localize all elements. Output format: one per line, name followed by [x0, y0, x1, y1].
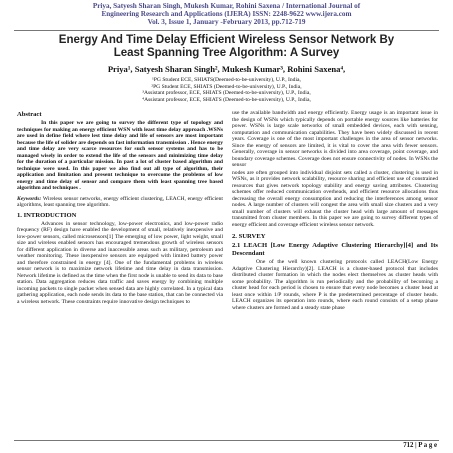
abstract-body: In this paper we are going to survey the different type of topology and techniques for making an energy efficient WSN with least time delay approach .WSNs are used in define field where lest time delay and life of sensors are most important because the life of solider are depends on fast information transmission . Hence energy and time delay are very scarce resources for such sensor systems and has to be managed wisely in order to extend the life of the sensors and minimizing time delay for the duration of a particular mission. In past a lot of cluster based algorithm and technique were used. In this paper we also find out all type of algorithm, their application and limitation and present technique to overcome the problems of low energy and time delay of sensor and compare them with least spanning tree based algorithm and techniques . — [17, 120, 223, 191]
header-divider — [14, 30, 439, 31]
left-column — [17, 108, 223, 438]
leach-heading: 2.1 LEACH [Low Energy Adaptive Clustering Hierarchy][4] and Its Descendant — [232, 242, 438, 257]
keywords-label: Keywords: — [17, 195, 42, 202]
affiliation-2: ²PG Student ECE, SHIATS (Deemed-to-be-university), U.P., India, — [151, 83, 302, 90]
introduction-heading: 1. INTRODUCTION — [17, 211, 77, 219]
paper-title-line-1: Energy And Time Delay Efficient Wireless Sensor Network By — [58, 34, 395, 46]
keywords-paragraph — [17, 196, 223, 209]
keywords-text: Wireless sensor networks, energy efficient clustering, LEACH, energy efficient algorithms, least spanning tree algorithm. — [17, 195, 223, 208]
affiliation-3: ³Assistant professor, ECE, SHIATS (Deemed-to-be-university), U.P., India, — [142, 90, 311, 97]
leach-paragraph: One of the well known clustering protocols called LEACH(Low Energy Adaptive Clustering Hierarchy)[2]. LEACH is a cluster-based protocol that includes distributed cluster formation in which the nodes elect themselves as cluster heads with some probability. The algorithm is run periodically and the probability of becoming a cluster head for each period is chosen to ensure that every node becomes a cluster head at least once within 1/P rounds, where P is the predetermined percentage of cluster heads. LEACH organizes its operation into rounds, where each round consists of a setup phase where clusters are formed and a steady state phase — [232, 259, 438, 311]
abstract-heading: Abstract — [17, 111, 42, 118]
survey-heading: 2. SURVEY — [232, 233, 266, 240]
journal-header-line-1: Priya, Satyesh Sharan Singh, Mukesh Kumar, Rohini Saxena / International Journal of — [92, 2, 361, 10]
introduction-paragraph-1: Advances in sensor technology, low-power electronics, and low-power radio frequency (RF) design have enabled the development of small, relatively inexpensive and low-power sensors, called microsensors[1] The emerging of low power, light weight, small size and wireless enabled sensors has encouraged tremendous growth of wireless sensors for different application in diverse and inaccessible areas such as military, petroleum and weather monitoring. These inexpensive sensors are equipped with limited battery power and therefore constrained in energy [4]. One of the fundamental problems in wireless sensor network is to maximize network lifetime and time delay in data transmission. Network lifetime is defined as the time when the first node is unable to send its data to base station. Data aggregation reduces data traffic and saves energy by combining multiple incoming packets to single packet when sensed data are highly correlated. In a typical data gathering application, each node sends its data to the base station, that can be connected via a wireless network. These constraints require innovative design techniques to — [17, 220, 223, 305]
affiliation-1: ¹PG Student ECE, SHIATS(Deemed-to-be-university), U.P., India, — [152, 77, 301, 83]
right-column — [232, 110, 438, 440]
right-paragraph-2: nodes are often grouped into individual disjoint sets called a cluster, clustering is used in WSNs, as it provides network scalability, resource sharing and efficient use of constrained resources that gives network topology stability and energy saving attributes. Clustering schemes offer reduced communication overheads, and efficient resource allocations thus decreasing the overall energy consumption and reducing the interferences among sensor nodes. A large number of clusters will congest the area with small size clusters and a very small number of clusters will exhaust the cluster head with large amount of messages transmitted from cluster members. In this paper we are going to survey different types of energy efficient and coverage efficient wireless sensor network. — [232, 169, 438, 228]
author-list: Priya¹, Satyesh Sharan Singh², Mukesh Kumar³, Rohini Saxena⁴, — [107, 64, 346, 74]
journal-header-line-3: Vol. 3, Issue 1, January -February 2013, pp.712-719 — [147, 18, 306, 27]
journal-header — [0, 2, 453, 27]
footer-divider — [14, 440, 439, 441]
paper-title-line-2: Least Spanning Tree Algorithm: A Survey — [113, 47, 340, 59]
affiliation-list — [0, 77, 453, 103]
paper-title — [0, 34, 453, 60]
journal-header-line-2: Engineering Research and Applications (IJERA) ISSN: 2248-9622 www.ijera.com — [101, 10, 352, 19]
right-paragraph-1: use the available bandwidth and energy efficiently. Energy usage is an important issue in the design of WSNs which typically depends on portable energy sources like batteries for power. WSNs is large scale networks of small embedded devices, each with sensing, computation and communication capabilities. They have been widely discussed in recent years. Coverage is one of the most important challenges in the area of sensor networks. Since the energy of sensors are limited, it is vital to cover the area with fewer sensors. Generally, coverage in sensor networks is divided into area coverage, point coverage, and boundary coverage schemes. Coverage does not ensure connectivity of nodes. In WSNs the sensor — [232, 110, 438, 168]
affiliation-4: ⁴Assistant professor, ECE, SHIATS (Deemed-to-be-university), U.P., India, — [142, 96, 311, 103]
page-number: 712 | P a g e — [403, 442, 437, 449]
